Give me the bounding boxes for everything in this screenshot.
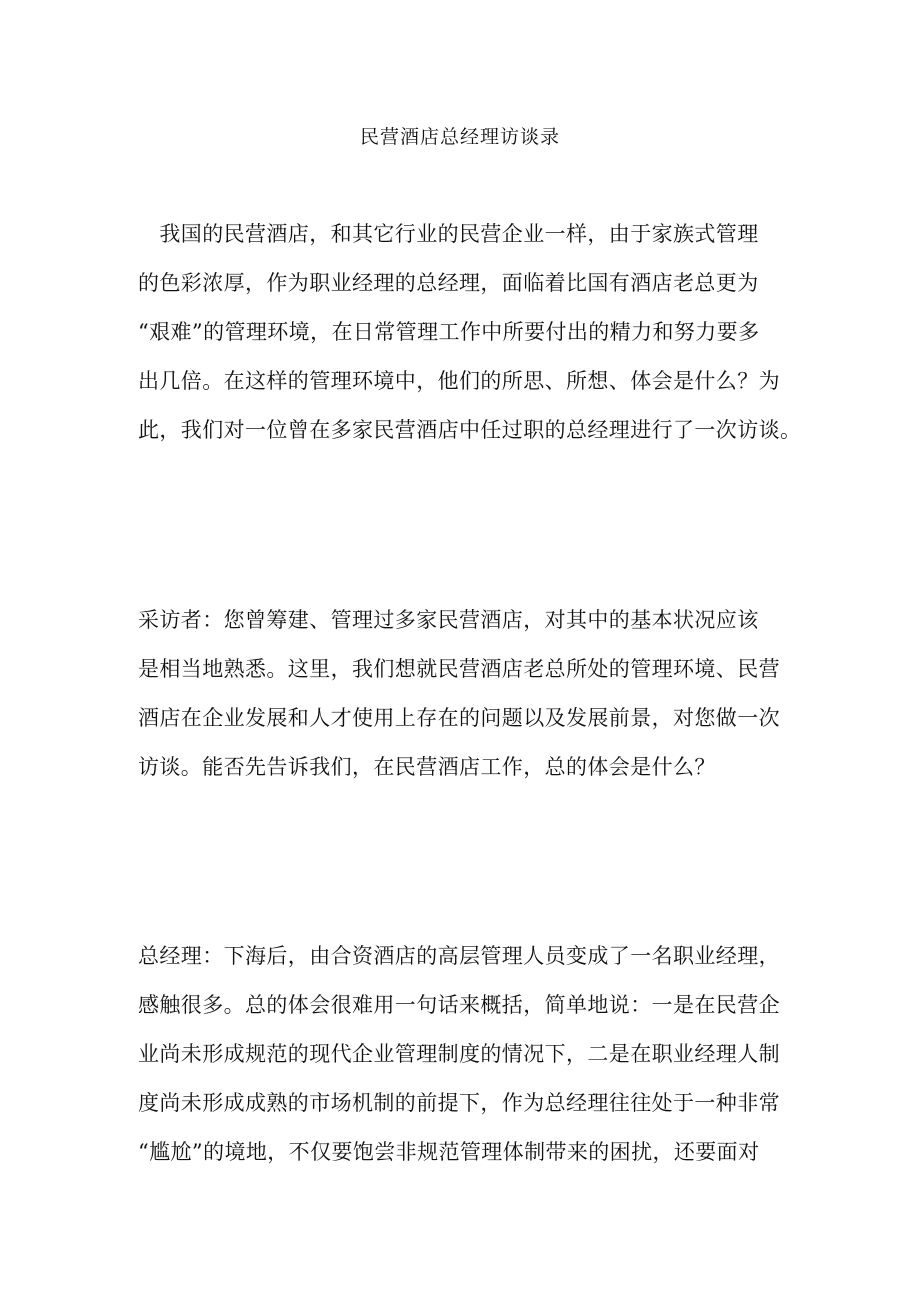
paragraph-line: “尴尬”的境地，不仅要饱尝非规范管理体制带来的困扰，还要面对: [138, 1140, 760, 1164]
document-title: 民营酒店总经理访谈录: [359, 126, 560, 148]
paragraph-line: 采访者：您曾筹建、管理过多家民营酒店，对其中的基本状况应该: [138, 608, 759, 632]
paragraph-line: 是相当地熟悉。这里，我们想就民营酒店老总所处的管理环境、民营: [138, 657, 780, 681]
paragraph-line: 此，我们对一位曾在多家民营酒店中任过职的总经理进行了一次访谈。: [138, 418, 802, 442]
paragraph-line: 访谈。能否先告诉我们，在民营酒店工作，总的体会是什么？: [138, 755, 716, 779]
paragraph-line: 感触很多。总的体会很难用一句话来概括，简单地说：一是在民营企: [138, 993, 780, 1017]
interviewer-question: [138, 596, 786, 792]
paragraph-line: 总经理：下海后，由合资酒店的高层管理人员变成了一名职业经理，: [138, 944, 780, 968]
paragraph-line: 的色彩浓厚，作为职业经理的总经理，面临着比国有酒店老总更为: [138, 271, 759, 295]
paragraph-line: “艰难”的管理环境，在日常管理工作中所要付出的精力和努力要多: [138, 320, 760, 344]
paragraph-line: 酒店在企业发展和人才使用上存在的问题以及发展前景，对您做一次: [138, 706, 780, 730]
paragraph-line: 度尚未形成成熟的市场机制的前提下，作为总经理往往处于一种非常: [138, 1091, 780, 1115]
paragraph-line: 我国的民营酒店，和其它行业的民营企业一样，由于家族式管理: [138, 222, 759, 246]
paragraph-line: 出几倍。在这样的管理环境中，他们的所思、所想、体会是什么？为: [138, 369, 780, 393]
paragraph-line: 业尚未形成规范的现代企业管理制度的情况下，二是在职业经理人制: [138, 1042, 780, 1066]
manager-answer: [138, 932, 786, 1177]
intro-paragraph: [138, 210, 802, 455]
